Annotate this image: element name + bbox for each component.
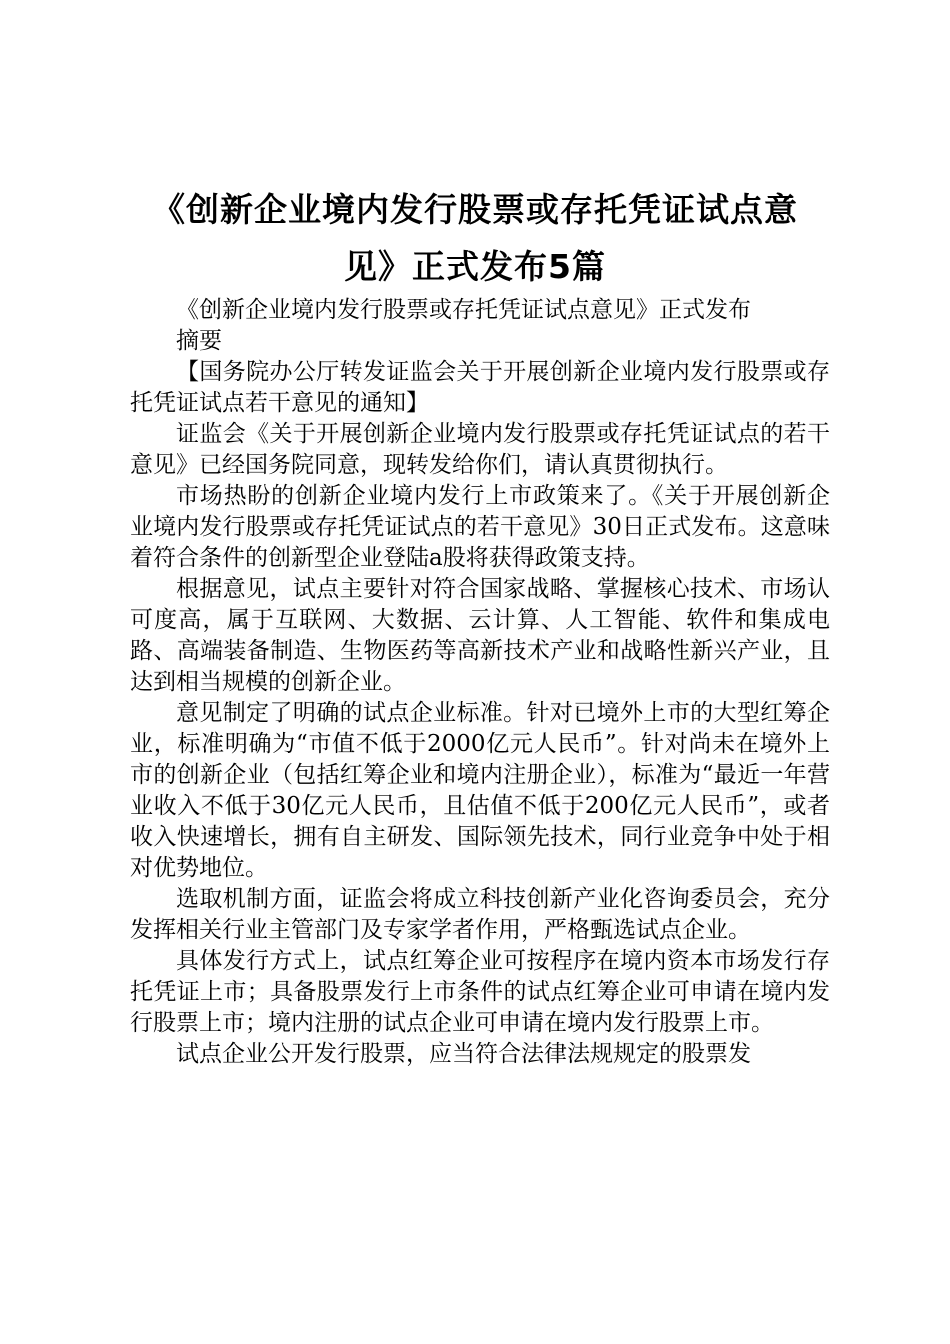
- document-body: [130, 295, 830, 1070]
- summary-label: 摘要: [176, 328, 222, 354]
- body-paragraph: 证监会《关于开展创新企业境内发行股票或存托凭证试点的若干意见》已经国务院同意，现转发给你们，请认真贯彻执行。: [130, 421, 830, 478]
- body-paragraph: 选取机制方面，证监会将成立科技创新产业化咨询委员会，充分发挥相关行业主管部门及专家学者作用，严格甄选试点企业。: [130, 886, 830, 943]
- body-paragraph: 试点企业公开发行股票，应当符合法律法规规定的股票发: [176, 1041, 751, 1067]
- body-paragraph: 具体发行方式上，试点红筹企业可按程序在境内资本市场发行存托凭证上市；具备股票发行上市条件的试点红筹企业可申请在境内发行股票上市；境内注册的试点企业可申请在境内发行股票上市。: [130, 948, 830, 1036]
- body-paragraph: 根据意见，试点主要针对符合国家战略、掌握核心技术、市场认可度高，属于互联网、大数据、云计算、人工智能、软件和集成电路、高端装备制造、生物医药等高新技术产业和战略性新兴产业，且达到相当规模的创新企业。: [130, 576, 830, 695]
- notice-heading: 【国务院办公厅转发证监会关于开展创新企业境内发行股票或存托凭证试点若干意见的通知】: [130, 359, 830, 416]
- document-title-line-1: 《创新企业境内发行股票或存托凭证试点意: [152, 190, 798, 229]
- subtitle-paragraph: 《创新企业境内发行股票或存托凭证试点意见》正式发布: [176, 297, 751, 323]
- body-paragraph: 市场热盼的创新企业境内发行上市政策来了。《关于开展创新企业境内发行股票或存托凭证试点的若干意见》30日正式发布。这意味着符合条件的创新型企业登陆a股将获得政策支持。: [130, 483, 830, 571]
- document-title-line-2: 见》正式发布5篇: [344, 247, 606, 286]
- body-paragraph: 意见制定了明确的试点企业标准。针对已境外上市的大型红筹企业，标准明确为“市值不低于2000亿元人民币”。针对尚未在境外上市的创新企业（包括红筹企业和境内注册企业），标准为“最近一年营业收入不低于30亿元人民币，且估值不低于200亿元人民币”，或者收入快速增长，拥有自主研发、国际领先技术，同行业竞争中处于相对优势地位。: [130, 700, 830, 881]
